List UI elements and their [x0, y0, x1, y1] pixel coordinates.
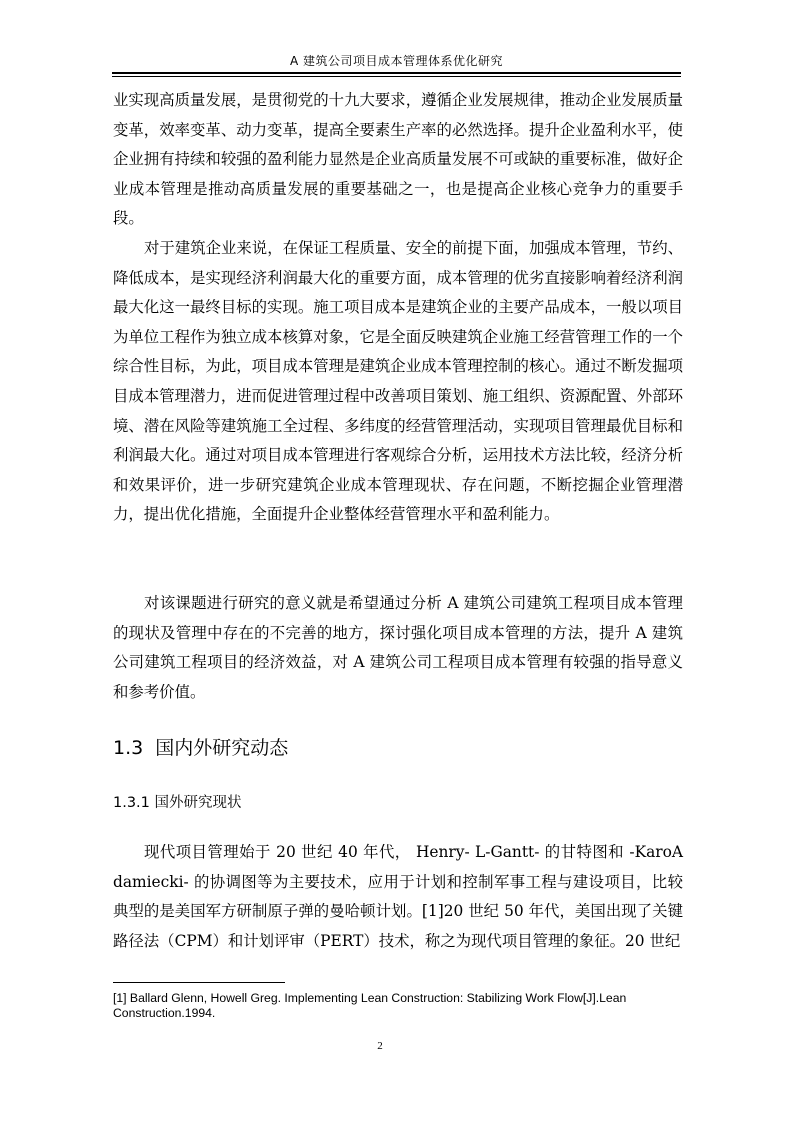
page-number: 2	[377, 1040, 383, 1052]
body-paragraph-1: 业实现高质量发展，是贯彻党的十九大要求，遵循企业发展规律，推动企业发展质量变革，效率变革、动力变革，提高全要素生产率的必然选择。提升企业盈利水平，使企业拥有持续和较强的盈利能力显然是企业高质量发展不可或缺的重要标准，做好企业成本管理是推动高质量发展的重要基础之一，也是提高企业核心竞争力的重要手段。	[113, 91, 683, 228]
section-heading	[113, 734, 288, 762]
body-paragraph-3: 对该课题进行研究的意义就是希望通过分析 A 建筑公司建筑工程项目成本管理的现状及管理中存在的不完善的地方，探讨强化项目成本管理的方法，提升 A 建筑公司建筑工程项目的经济效益，对 A 建筑公司工程项目成本管理有较强的指导意义和参考价值。	[113, 594, 683, 701]
body-paragraph-4: 现代项目管理始于 20 世纪 40 年代， Henry- L-Gantt- 的甘特图和 -KaroA damiecki- 的协调图等为主要技术，应用于计划和控制军事工程与建设项目，比较典型的是美国军方研制原子弹的曼哈顿计划。[1]20 世纪 50 年代，美国出现了关键路径法（CPM）和计划评审（PERT）技术，称之为现代项目管理的象征。20 世纪	[113, 843, 683, 950]
header-rule-thick	[112, 72, 681, 74]
section-title: 国内外研究动态	[155, 737, 289, 759]
body-paragraph-2: 对于建筑企业来说，在保证工程质量、安全的前提下面，加强成本管理，节约、降低成本，是实现经济利润最大化的重要方面，成本管理的优劣直接影响着经济利润最大化这一最终目标的实现。施工项目成本是建筑企业的主要产品成本，一般以项目为单位工程作为独立成本核算对象，它是全面反映建筑企业施工经营管理工作的一个综合性目标，为此，项目成本管理是建筑企业成本管理控制的核心。通过不断发掘项目成本管理潜力，进而促进管理过程中改善项目策划、施工组织、资源配置、外部环境、潜在风险等建筑施工全过程、多纬度的经营管理活动，实现项目管理最优目标和利润最大化。通过对项目成本管理进行客观综合分析，运用技术方法比较，经济分析和效果评价，进一步研究建筑企业成本管理现状、存在问题，不断挖掘企业管理潜力，提出优化措施，全面提升企业整体经营管理水平和盈利能力。	[113, 239, 683, 524]
footnote: [1] Ballard Glenn, Howell Greg. Implementing Lean Construction: Stabilizing Work Flow[J].Lean Construction.1994.	[113, 991, 627, 1020]
subsection-heading	[113, 792, 242, 814]
header-rule-thin	[112, 76, 681, 77]
footnote-rule	[113, 982, 285, 983]
subsection-title: 国外研究现状	[154, 795, 242, 811]
subsection-number: 1.3.1	[113, 795, 150, 811]
section-number: 1.3	[113, 737, 144, 759]
running-header: A 建筑公司项目成本管理体系优化研究	[289, 54, 504, 68]
